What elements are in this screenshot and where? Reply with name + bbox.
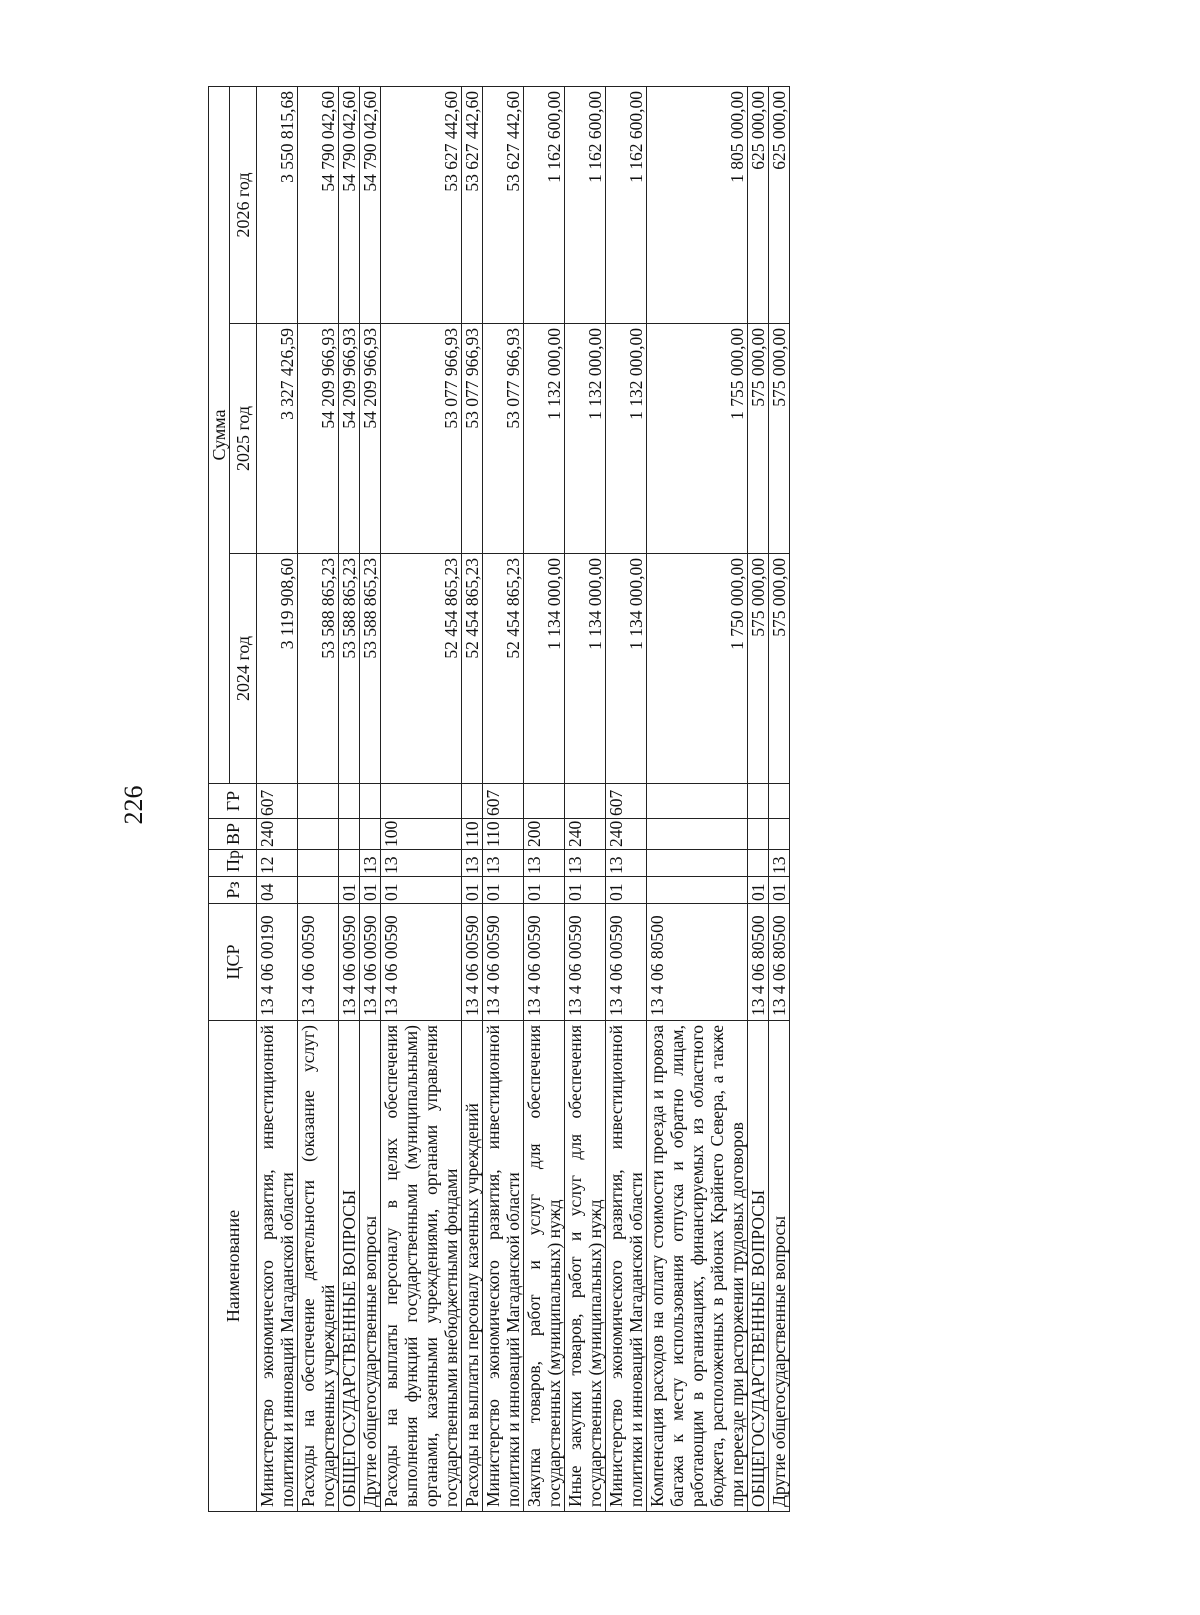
row-name: Министерство экономического развития, инвестиционной политики и инноваций Магаданской области [606, 1021, 647, 1512]
row-csr: 13 4 06 00590 [565, 904, 606, 1021]
row-2024: 1 134 000,00 [565, 554, 606, 784]
table-row [381, 86, 462, 1511]
row-vr [298, 819, 339, 850]
row-2024: 53 588 865,23 [298, 554, 339, 784]
table-row [606, 86, 647, 1511]
row-2026: 625 000,00 [769, 86, 790, 323]
row-rz: 01 [360, 877, 381, 904]
row-2025: 575 000,00 [748, 324, 769, 554]
row-rz: 01 [748, 877, 769, 904]
row-2025: 54 209 966,93 [339, 324, 360, 554]
row-name: Другие общегосударственные вопросы [769, 1021, 790, 1512]
row-gr [647, 784, 748, 819]
header-gr: ГР [209, 784, 257, 819]
row-2024: 52 454 865,23 [462, 554, 483, 784]
header-csr: ЦСР [209, 904, 257, 1021]
row-2026: 3 550 815,68 [257, 86, 298, 323]
row-name: Иные закупки товаров, работ и услуг для обеспечения государственных (муниципальных) нужд [565, 1021, 606, 1512]
row-pr: 13 [381, 850, 462, 877]
row-name: Расходы на обеспечение деятельности (оказание услуг) государственных учреждений [298, 1021, 339, 1512]
row-pr: 13 [524, 850, 565, 877]
row-gr [360, 784, 381, 819]
row-2024: 53 588 865,23 [360, 554, 381, 784]
table-body [257, 86, 790, 1511]
header-2026: 2026 год [230, 86, 257, 323]
row-csr: 13 4 06 00590 [483, 904, 524, 1021]
table-row [748, 86, 769, 1511]
row-name: Министерство экономического развития, инвестиционной политики и инноваций Магаданской области [483, 1021, 524, 1512]
row-name: Министерство экономического развития, инвестиционной политики и инноваций Магаданской области [257, 1021, 298, 1512]
row-name: ОБЩЕГОСУДАРСТВЕННЫЕ ВОПРОСЫ [339, 1021, 360, 1512]
row-vr [647, 819, 748, 850]
row-name: Расходы на выплаты персоналу в целях обеспечения выполнения функций государственными (муниципальными) органами, казенными учреждениями, органами управления государственными внебюджетными фондами [381, 1021, 462, 1512]
row-2025: 54 209 966,93 [360, 324, 381, 554]
row-2024: 52 454 865,23 [483, 554, 524, 784]
row-2024: 575 000,00 [769, 554, 790, 784]
table-row [339, 86, 360, 1511]
row-rz: 01 [483, 877, 524, 904]
table-row [257, 86, 298, 1511]
row-gr: 607 [257, 784, 298, 819]
row-2025: 1 755 000,00 [647, 324, 748, 554]
row-name: Компенсация расходов на оплату стоимости проезда и провоза багажа к месту использования отпуска и обратно лицам, работающим в организациях, финансируемых из областного бюджета, расположенных в районах Крайнего Севера, а также при переезде при расторжении трудовых договоров [647, 1021, 748, 1512]
row-rz: 01 [606, 877, 647, 904]
row-2024: 575 000,00 [748, 554, 769, 784]
header-name: Наименование [209, 1021, 257, 1512]
row-gr [769, 784, 790, 819]
row-name: ОБЩЕГОСУДАРСТВЕННЫЕ ВОПРОСЫ [748, 1021, 769, 1512]
row-2025: 1 132 000,00 [606, 324, 647, 554]
row-gr [565, 784, 606, 819]
row-2025: 1 132 000,00 [565, 324, 606, 554]
row-gr [462, 784, 483, 819]
row-rz: 01 [462, 877, 483, 904]
row-2026: 625 000,00 [748, 86, 769, 323]
header-vr: ВР [209, 819, 257, 850]
row-vr: 110 [483, 819, 524, 850]
row-2025: 54 209 966,93 [298, 324, 339, 554]
row-2025: 53 077 966,93 [483, 324, 524, 554]
row-pr: 12 [257, 850, 298, 877]
row-rz: 01 [565, 877, 606, 904]
row-2026: 1 162 600,00 [565, 86, 606, 323]
row-2025: 1 132 000,00 [524, 324, 565, 554]
row-csr: 13 4 06 00590 [606, 904, 647, 1021]
row-pr [339, 850, 360, 877]
row-2024: 53 588 865,23 [339, 554, 360, 784]
row-csr: 13 4 06 00190 [257, 904, 298, 1021]
row-2026: 1 162 600,00 [524, 86, 565, 323]
row-2024: 3 119 908,60 [257, 554, 298, 784]
row-vr: 200 [524, 819, 565, 850]
table-row [565, 86, 606, 1511]
row-2024: 1 134 000,00 [606, 554, 647, 784]
header-2024: 2024 год [230, 554, 257, 784]
row-pr: 13 [462, 850, 483, 877]
row-rz: 04 [257, 877, 298, 904]
row-pr: 13 [360, 850, 381, 877]
budget-table [208, 86, 790, 1512]
header-pr: Пр [209, 850, 257, 877]
row-2026: 1 162 600,00 [606, 86, 647, 323]
table-row [483, 86, 524, 1511]
header-row-1 [209, 86, 230, 1511]
row-2026: 54 790 042,60 [360, 86, 381, 323]
row-pr: 13 [565, 850, 606, 877]
row-pr [298, 850, 339, 877]
row-2025: 575 000,00 [769, 324, 790, 554]
row-vr [339, 819, 360, 850]
row-csr: 13 4 06 80500 [769, 904, 790, 1021]
row-gr [339, 784, 360, 819]
row-2026: 53 627 442,60 [462, 86, 483, 323]
table-row [769, 86, 790, 1511]
row-name: Другие общегосударственные вопросы [360, 1021, 381, 1512]
header-sum: Сумма [209, 86, 230, 783]
row-vr: 100 [381, 819, 462, 850]
rotated-table-container [208, 87, 1104, 1512]
row-vr: 240 [565, 819, 606, 850]
row-pr: 13 [606, 850, 647, 877]
row-2024: 52 454 865,23 [381, 554, 462, 784]
row-vr: 240 [606, 819, 647, 850]
row-2026: 53 627 442,60 [381, 86, 462, 323]
table-row [298, 86, 339, 1511]
row-csr: 13 4 06 00590 [524, 904, 565, 1021]
header-rz: Рз [209, 877, 257, 904]
row-csr: 13 4 06 00590 [462, 904, 483, 1021]
row-2025: 53 077 966,93 [381, 324, 462, 554]
row-2026: 53 627 442,60 [483, 86, 524, 323]
row-2025: 53 077 966,93 [462, 324, 483, 554]
row-rz: 01 [769, 877, 790, 904]
row-2026: 54 790 042,60 [339, 86, 360, 323]
row-csr: 13 4 06 00590 [298, 904, 339, 1021]
row-2026: 54 790 042,60 [298, 86, 339, 323]
row-2026: 1 805 000,00 [647, 86, 748, 323]
row-vr [360, 819, 381, 850]
row-2024: 1 134 000,00 [524, 554, 565, 784]
row-name: Закупка товаров, работ и услуг для обеспечения государственных (муниципальных) нужд [524, 1021, 565, 1512]
row-pr [748, 850, 769, 877]
table-row [360, 86, 381, 1511]
row-csr: 13 4 06 80500 [748, 904, 769, 1021]
row-rz: 01 [381, 877, 462, 904]
row-gr [298, 784, 339, 819]
row-vr [748, 819, 769, 850]
row-rz: 01 [524, 877, 565, 904]
table-row [647, 86, 748, 1511]
row-rz [298, 877, 339, 904]
row-csr: 13 4 06 00590 [339, 904, 360, 1021]
row-csr: 13 4 06 00590 [381, 904, 462, 1021]
row-vr [769, 819, 790, 850]
row-gr: 607 [483, 784, 524, 819]
row-gr [748, 784, 769, 819]
table-row [524, 86, 565, 1511]
row-pr: 13 [483, 850, 524, 877]
row-name: Расходы на выплаты персоналу казенных учреждений [462, 1021, 483, 1512]
row-csr: 13 4 06 00590 [360, 904, 381, 1021]
row-vr: 110 [462, 819, 483, 850]
row-pr: 13 [769, 850, 790, 877]
row-gr: 607 [606, 784, 647, 819]
table-row [462, 86, 483, 1511]
page-number: 226 [119, 785, 148, 825]
row-pr [647, 850, 748, 877]
row-vr: 240 [257, 819, 298, 850]
row-rz [647, 877, 748, 904]
row-2025: 3 327 426,59 [257, 324, 298, 554]
row-2024: 1 750 000,00 [647, 554, 748, 784]
row-rz: 01 [339, 877, 360, 904]
row-csr: 13 4 06 80500 [647, 904, 748, 1021]
row-gr [381, 784, 462, 819]
header-2025: 2025 год [230, 324, 257, 554]
row-gr [524, 784, 565, 819]
